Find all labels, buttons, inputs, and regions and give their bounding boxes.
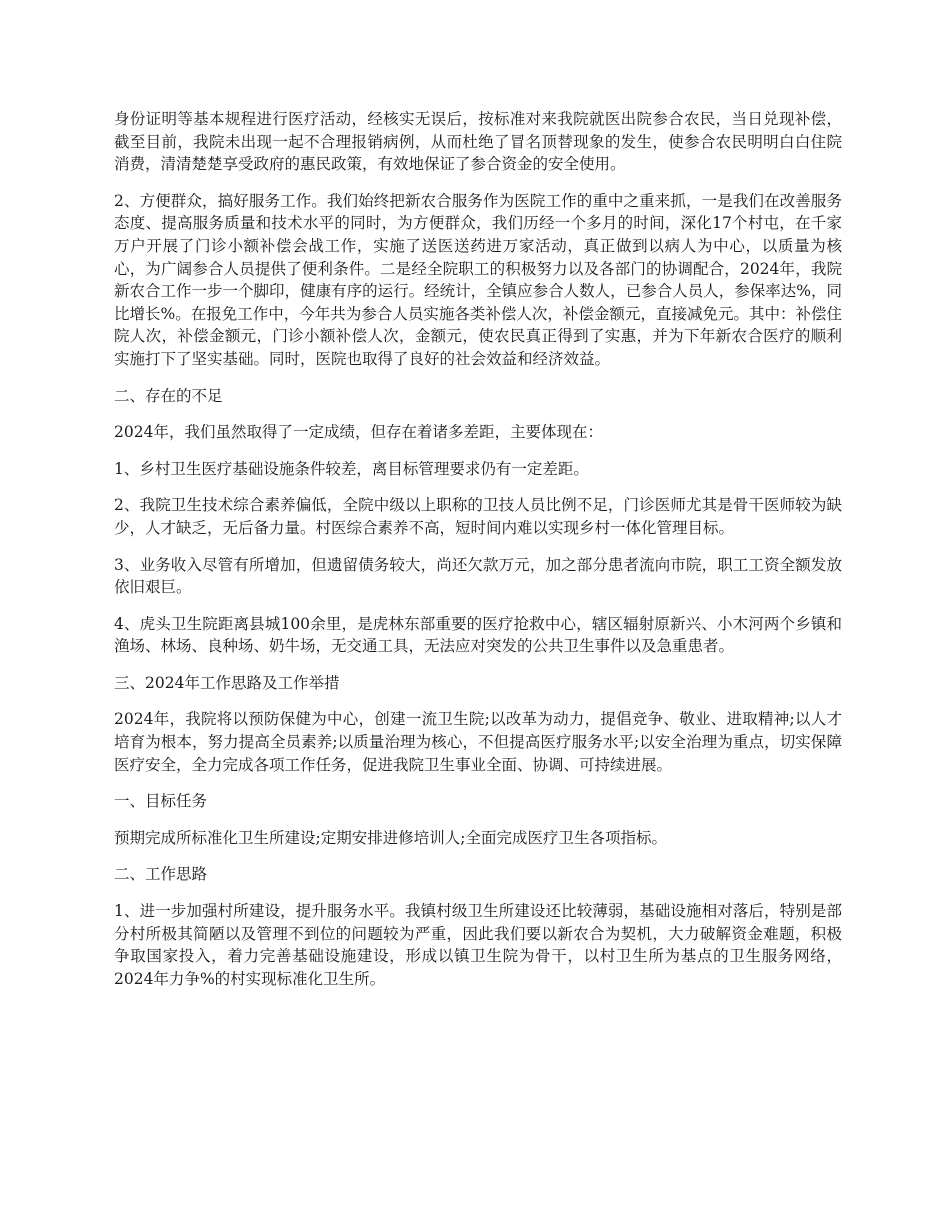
document-body — [114, 108, 842, 1004]
section-heading-shortcomings: 二、存在的不足 — [114, 386, 223, 405]
subheading-goals: 一、目标任务 — [114, 792, 208, 811]
paragraph-shortcomings-intro: 2024年，我们虽然取得了一定成绩，但存在着诸多差距，主要体现在： — [114, 423, 603, 442]
subheading-work-ideas: 二、工作思路 — [114, 865, 208, 884]
list-item-shortcoming-1: 1、乡村卫生医疗基础设施条件较差，离目标管理要求仍有一定差距。 — [114, 459, 589, 478]
paragraph-work-plan-intro: 2024年，我院将以预防保健为中心，创建一流卫生院;以改革为动力，提倡竞争、敬业、进取精神;以人才培育为根本，努力提高全员素养;以质量治理为核心，不但提高医疗服务水平;以安全治理为重点，切实保障医疗安全，全力完成各项工作任务，促进我院卫生事业全面、协调、可持续进展。 — [114, 710, 842, 774]
list-item-shortcoming-3: 3、业务收入尽管有所增加，但遗留债务较大，尚还欠款万元，加之部分患者流向市院，职工工资全额发放依旧艰巨。 — [114, 555, 842, 597]
list-item-shortcoming-2: 2、我院卫生技术综合素养偏低，全院中级以上职称的卫技人员比例不足，门诊医师尤其是骨干医师较为缺少，人才缺乏，无后备力量。村医综合素养不高，短时间内难以实现乡村一体化管理目标。 — [114, 496, 842, 537]
paragraph-identity-verification: 身份证明等基本规程进行医疗活动，经核实无误后，按标准对来我院就医出院参合农民，当日兑现补偿，截至目前，我院未出现一起不合理报销病例，从而杜绝了冒名顶替现象的发生，使参合农民明明白白住院消费，清清楚楚享受政府的惠民政策，有效地保证了参合资金的安全使用。 — [114, 110, 842, 174]
list-item-shortcoming-4: 4、虎头卫生院距离县城100余里，是虎林东部重要的医疗抢救中心，辖区辐射原新兴、小木河两个乡镇和渔场、林场、良种场、奶牛场，无交通工具，无法应对突发的公共卫生事件以及急重患者。 — [114, 614, 842, 656]
section-heading-work-plan: 三、2024年工作思路及工作举措 — [114, 673, 340, 692]
paragraph-convenient-service: 2、方便群众，搞好服务工作。我们始终把新农合服务作为医院工作的重中之重来抓，一是我们在改善服务态度、提高服务质量和技术水平的同时，为方便群众，我们历经一个多月的时间，深化17个村屯，在千家万户开展了门诊小额补偿会战工作，实施了送医送药进万家活动，真正做到以病人为中心，以质量为核心，为广阔参合人员提供了便利条件。二是经全院职工的积极努力以及各部门的协调配合，2024年，我院新农合工作一步一个脚印，健康有序的运行。经统计，全镇应参合人数人，已参合人员人，参保率达%，同比增长%。在报免工作中，今年共为参合人员实施各类补偿人次，补偿金额元，直接减免元。其中：补偿住院人次，补偿金额元，门诊小额补偿人次，金额元，使农民真正得到了实惠，并为下年新农合医疗的顺利实施打下了坚实基础。同时，医院也取得了良好的社会效益和经济效益。 — [114, 191, 842, 368]
paragraph-goals: 预期完成所标准化卫生所建设;定期安排进修培训人;全面完成医疗卫生各项指标。 — [114, 828, 667, 847]
list-item-work-idea-1: 1、进一步加强村所建设，提升服务水平。我镇村级卫生所建设还比较薄弱，基础设施相对落后，特别是部分村所极其简陋以及管理不到位的问题较为严重，因此我们要以新农合为契机，大力破解资金难题，积极争取国家投入，着力完善基础设施建设，形成以镇卫生院为骨干，以村卫生所为基点的卫生服务网络，2024年力争%的村实现标准化卫生所。 — [114, 902, 842, 988]
